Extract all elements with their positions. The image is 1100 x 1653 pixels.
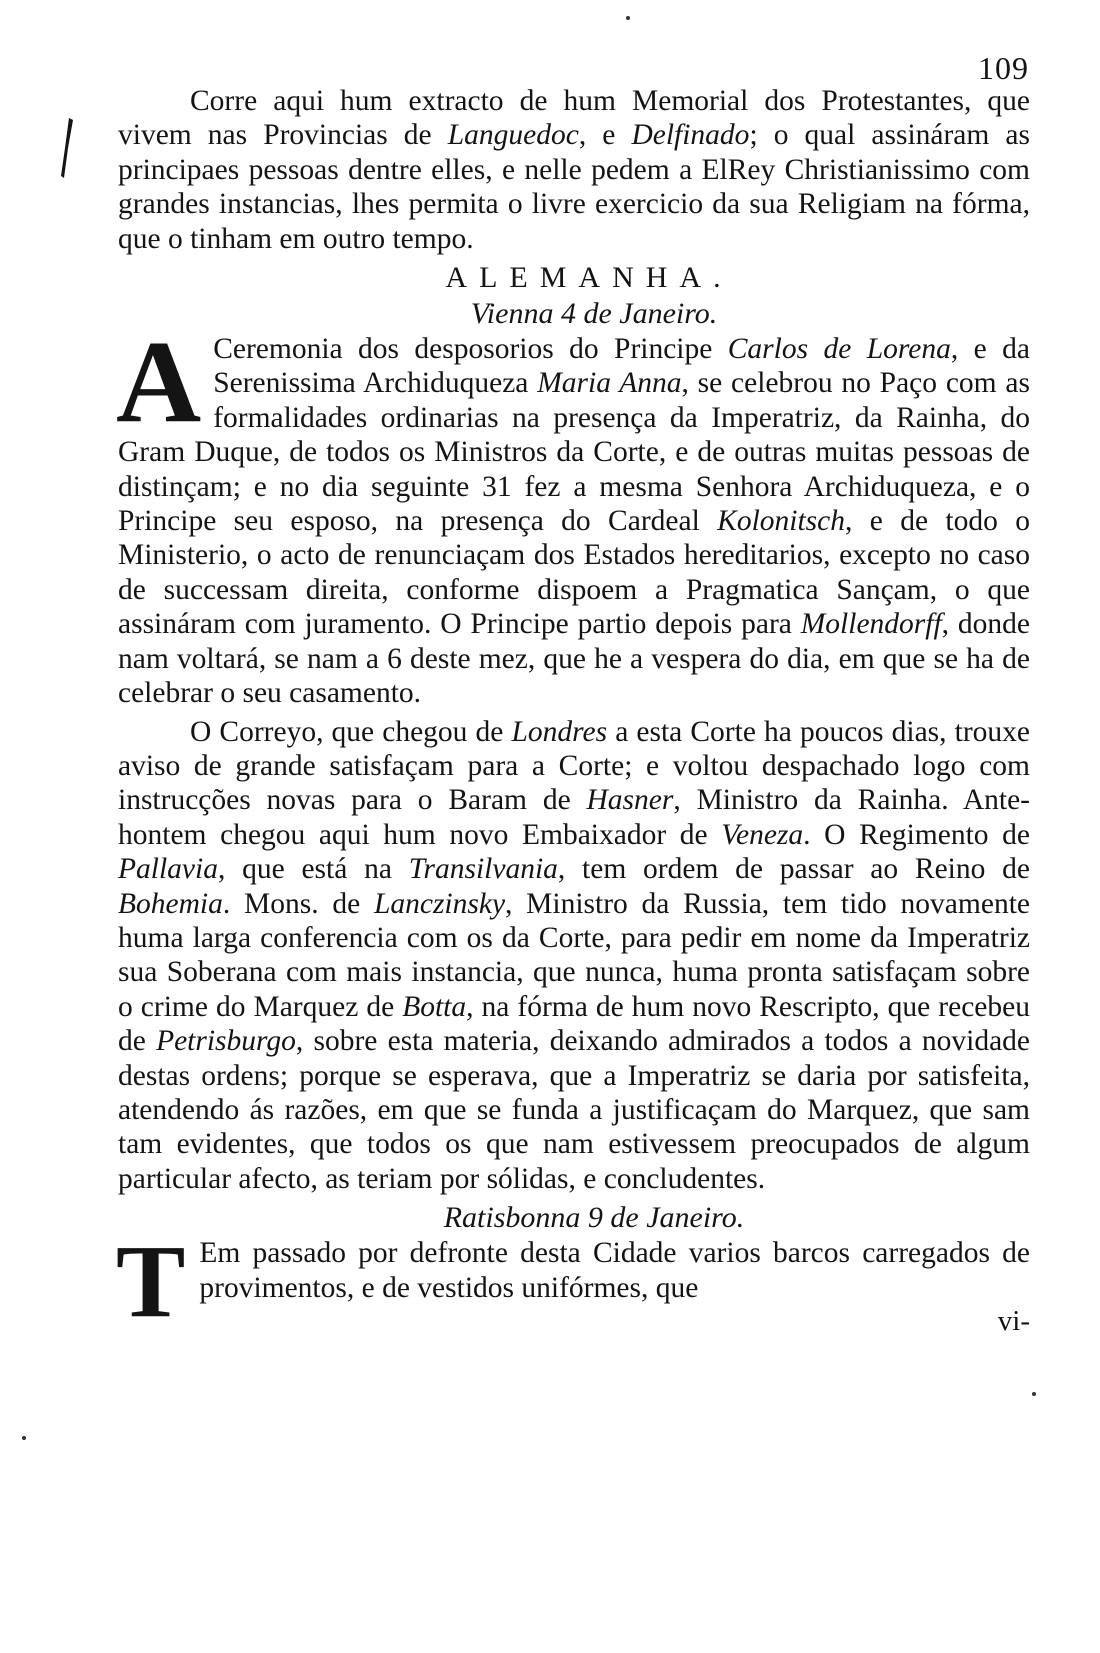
ink-speck xyxy=(1032,1392,1036,1396)
text-run: a esta Corte ha poucos dias, trouxe aviso de grande satisfaçam para a Corte; e voltou despachado logo com instrucções novas para o Baram de xyxy=(118,715,1030,817)
marginal-ink-mark xyxy=(60,118,74,180)
italic-run: Delfinado xyxy=(631,119,750,152)
catchword: vi- xyxy=(997,1305,1030,1337)
text-run: Ceremonia dos desposorios do Principe xyxy=(213,333,728,366)
text-run: , que está na xyxy=(217,853,409,886)
text-run: , donde nam voltará, se nam a 6 deste mez, que he a vespera do dia, em que se ha de celebrar o seu casamento. xyxy=(118,608,1030,710)
italic-run: Maria Anna xyxy=(537,367,682,400)
italic-run: Botta xyxy=(402,990,467,1023)
italic-run: Languedoc xyxy=(447,119,579,152)
italic-run: Londres xyxy=(511,715,608,748)
drop-cap-t: T xyxy=(116,1224,186,1340)
vienna-paragraph-2 xyxy=(118,715,1030,1197)
italic-run: Mollendorff xyxy=(800,608,942,641)
intro-paragraph xyxy=(118,84,1030,256)
text-run: , e da Serenissima Archiduqueza xyxy=(213,333,1030,400)
ink-speck xyxy=(22,1436,26,1440)
vienna-paragraph-1 xyxy=(116,316,1030,710)
vienna-paragraph-1-text xyxy=(116,316,1030,710)
text-run: , Ministro da Rainha. Ante-hontem chegou aqui hum novo Embaixador de xyxy=(118,784,1030,851)
ink-speck xyxy=(626,16,630,20)
italic-run: Transilvania xyxy=(408,853,558,886)
text-run: O Correyo, que chegou de xyxy=(190,715,512,748)
ratisbon-paragraph-text xyxy=(199,1237,1030,1303)
text-run: , tem ordem de passar ao Reino de xyxy=(557,853,1030,886)
italic-run: Hasner xyxy=(586,784,674,817)
dateline-ratisbon: Ratisbonna 9 de Janeiro. xyxy=(443,1201,745,1235)
page-number: 109 xyxy=(978,50,1029,86)
text-run: . Mons. de xyxy=(222,887,374,920)
dateline-vienna: Vienna 4 de Janeiro. xyxy=(470,297,718,331)
italic-run: Pallavia xyxy=(118,853,218,886)
text-block xyxy=(116,84,1031,1340)
text-run: . O Regimento de xyxy=(803,818,1030,851)
text-run: Corre aqui hum extracto de hum Memorial dos Protestantes, que vivem nas Provincias de xyxy=(118,85,1030,152)
text-run: , e de todo o Ministerio, o acto de renunciaçam dos Estados hereditarios, excepto no caso de successam direita, conforme dispoem a Pragmatica Sançam, o que assináram com juramento. O Principe partio depois para xyxy=(118,505,1030,641)
text-run: Em passado por defronte desta Cidade varios barcos carregados de provimentos, e de vestidos unifórmes, que xyxy=(199,1237,1030,1304)
text-run: , sobre esta materia, deixando admirados a todos a novidade destas ordens; porque se esperava, que a Imperatriz se daria por satisfeita, atendendo ás razões, em que se funda a justificaçam do Marquez, que sam tam evidentes, que todos os que nam estivessem preocupados de algum particular afecto, as teriam por sólidas, e concludentes. xyxy=(118,1025,1031,1195)
italic-run: Bohemia xyxy=(118,887,223,920)
italic-run: Veneza xyxy=(721,818,804,851)
text-run: , na fórma de hum novo Rescripto, que recebeu de xyxy=(118,990,1030,1058)
text-run: ; o qual assináram as principaes pessoas dentre elles, e nelle pedem a ElRey Christianissimo com grandes instancias, lhes permita o livre exercicio da sua Religiam na fórma, que o tinham em outro tempo. xyxy=(118,119,1030,255)
ratisbon-paragraph xyxy=(116,1224,1030,1340)
italic-run: Carlos de Lorena xyxy=(727,333,951,366)
italic-run: Petrisburgo xyxy=(156,1025,296,1058)
text-run: , e xyxy=(578,119,632,152)
section-heading: ALEMANHA. xyxy=(445,261,733,295)
drop-cap-a: A xyxy=(116,316,202,448)
text-run: , Ministro da Russia, tem tido novamente huma larga conferencia com os da Corte, para pedir em nome da Imperatriz sua Soberana com mais instancia, que nunca, huma pronta satisfaçam sobre o crime do Marquez de xyxy=(118,887,1030,1023)
italic-run: Kolonitsch xyxy=(717,505,845,538)
text-run: , se celebrou no Paço com as formalidades ordinarias na presença da Imperatriz, da Rainha, do Gram Duque, de todos os Ministros da Corte, e de outras muitas pessoas de distinçam; e no dia seguinte 31 fez a mesma Senhora Archiduqueza, e o Principe seu esposo, na presença do Cardeal xyxy=(118,367,1030,538)
italic-run: Lanczinsky xyxy=(373,887,506,920)
